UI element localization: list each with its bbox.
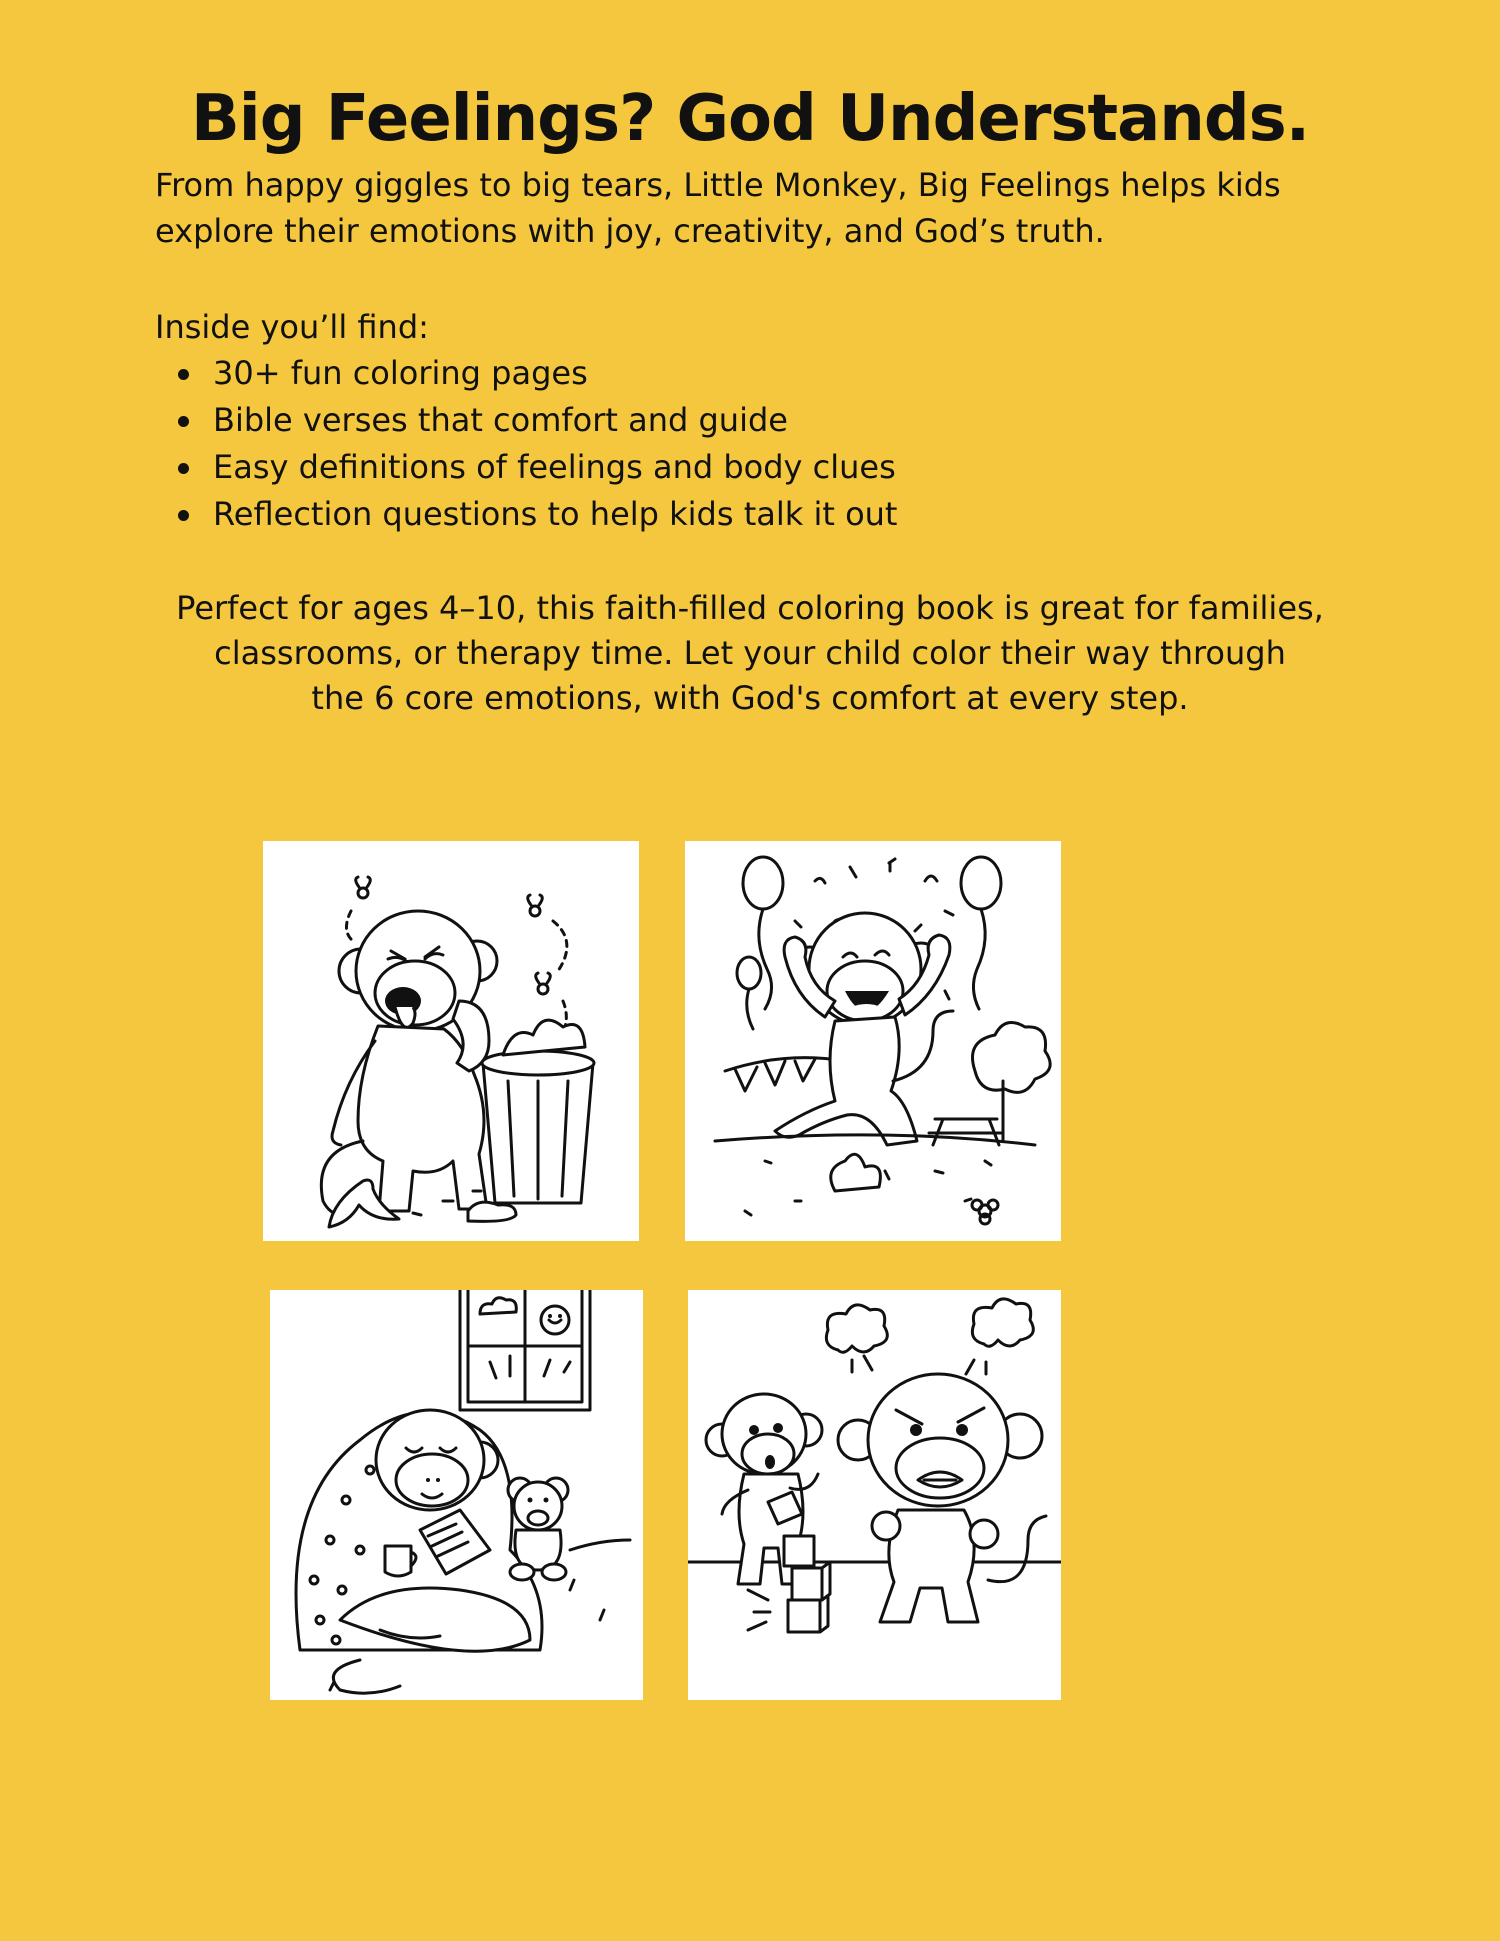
feature-item <box>155 491 897 538</box>
intro-line-2: explore their emotions with joy, creativity, and God’s truth. <box>155 212 1105 250</box>
feature-item <box>155 350 897 397</box>
joyful-monkey-illustration <box>685 841 1061 1241</box>
teddy-bear-icon <box>508 1478 568 1580</box>
inside-heading: Inside you’ll find: <box>155 308 429 346</box>
disgusted-monkey-illustration <box>263 841 639 1241</box>
closing-paragraph <box>100 586 1400 721</box>
steam-cloud-icon <box>966 1299 1033 1374</box>
feature-text: Bible verses that comfort and guide <box>213 401 788 439</box>
tree-icon <box>973 1023 1051 1142</box>
angry-monkeys-coloring-page <box>688 1290 1061 1700</box>
closing-line-1: Perfect for ages 4–10, this faith-filled coloring book is great for families, <box>176 589 1324 627</box>
steam-cloud-icon <box>826 1305 887 1372</box>
bullet-icon <box>178 369 189 380</box>
disgusted-monkey-coloring-page <box>263 841 639 1241</box>
closing-line-2: classrooms, or therapy time. Let your child color their way through <box>214 634 1286 672</box>
cozy-monkey-reading-coloring-page <box>270 1290 643 1700</box>
feature-text: Reflection questions to help kids talk it out <box>213 495 898 533</box>
sun-icon <box>541 1306 569 1334</box>
fly-icon <box>528 895 543 916</box>
intro-line-1: From happy giggles to big tears, Little Monkey, Big Feelings helps kids <box>155 166 1281 204</box>
bullet-icon <box>178 510 189 521</box>
feature-item <box>155 397 897 444</box>
cozy-monkey-illustration <box>270 1290 643 1700</box>
flower-icon <box>972 1200 998 1224</box>
balloon-icon <box>737 957 761 1029</box>
bullet-icon <box>178 463 189 474</box>
feature-list <box>155 350 897 538</box>
feature-text: Easy definitions of feelings and body clues <box>213 448 896 486</box>
bullet-icon <box>178 416 189 427</box>
feature-text: 30+ fun coloring pages <box>213 354 588 392</box>
intro-paragraph <box>155 162 1355 254</box>
fly-icon <box>356 877 371 898</box>
closing-line-3: the 6 core emotions, with God's comfort at every step. <box>311 679 1189 717</box>
joyful-monkey-coloring-page <box>685 841 1061 1241</box>
balloon-icon <box>961 857 1001 1009</box>
page-title: Big Feelings? God Understands. <box>190 82 1310 156</box>
angry-monkeys-illustration <box>688 1290 1061 1700</box>
fly-icon <box>536 973 551 994</box>
feature-item <box>155 444 897 491</box>
